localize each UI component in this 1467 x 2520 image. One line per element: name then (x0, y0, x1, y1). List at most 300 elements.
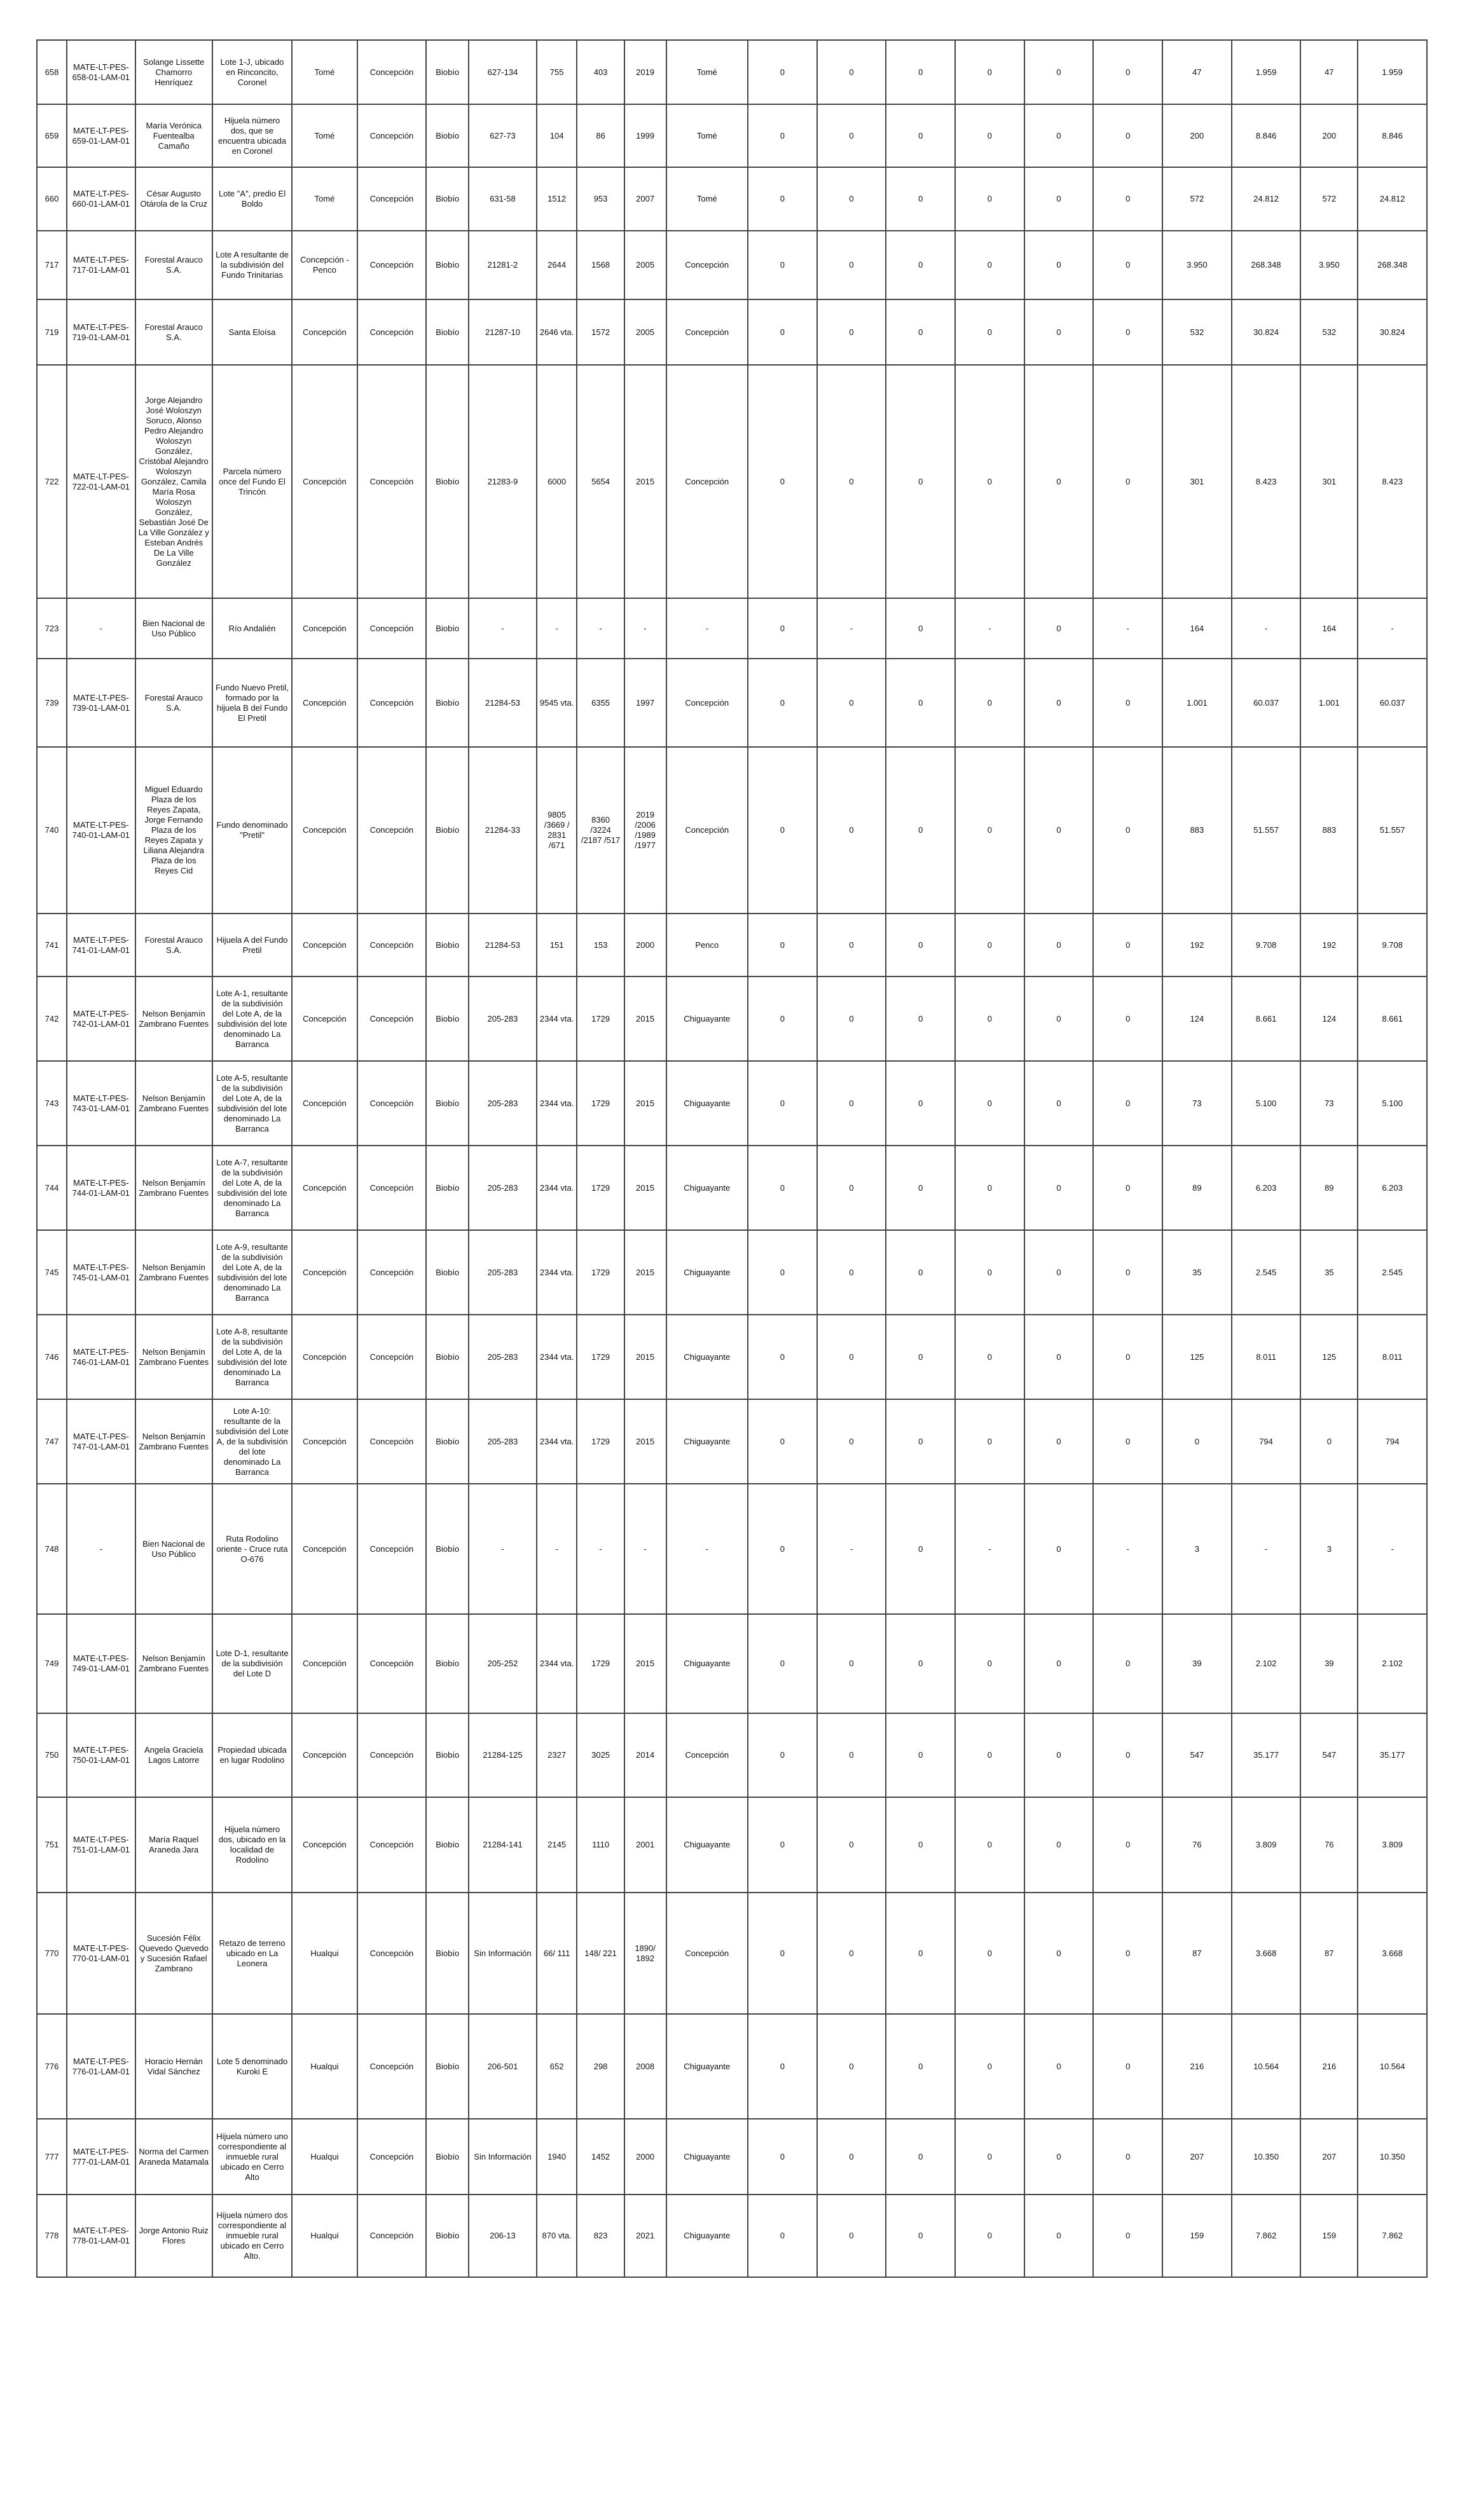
table-cell: 0 (817, 2119, 886, 2195)
table-row (37, 1797, 1427, 1893)
table-cell: 0 (886, 299, 955, 365)
table-cell: Biobío (426, 598, 469, 659)
table-cell: 2014 (624, 1713, 666, 1797)
table-cell: Biobío (426, 1713, 469, 1797)
table-cell: 73 (1300, 1061, 1358, 1146)
table-cell: Concepción (292, 1614, 357, 1713)
table-cell: 1729 (577, 976, 624, 1061)
table-cell: 206-13 (469, 2195, 537, 2277)
table-cell: 0 (748, 1399, 817, 1484)
table-cell: Concepción (292, 976, 357, 1061)
table-cell: 953 (577, 167, 624, 231)
table-cell: MATE-LT-PES-776-01-LAM-01 (67, 2014, 135, 2119)
table-cell: Concepción (292, 365, 357, 598)
table-cell: 0 (817, 1614, 886, 1713)
table-cell: - (577, 1484, 624, 1614)
table-cell: 2015 (624, 1061, 666, 1146)
table-cell: 51.557 (1358, 747, 1427, 914)
table-cell: 60.037 (1232, 659, 1301, 747)
table-cell: 205-252 (469, 1614, 537, 1713)
table-cell: 1.959 (1358, 40, 1427, 104)
table-cell: 0 (1024, 1484, 1094, 1614)
table-cell: Nelson Benjamín Zambrano Fuentes (135, 1230, 212, 1315)
table-cell: Horacio Hernán Vidal Sánchez (135, 2014, 212, 2119)
table-cell: 0 (748, 365, 817, 598)
table-cell: 0 (1093, 1230, 1162, 1315)
table-cell: 207 (1300, 2119, 1358, 2195)
table-cell: 21284-141 (469, 1797, 537, 1893)
table-cell: Santa Eloísa (212, 299, 292, 365)
table-cell: 747 (37, 1399, 67, 1484)
table-cell: 631-58 (469, 167, 537, 231)
table-cell: Concepción (666, 747, 748, 914)
table-cell: 403 (577, 40, 624, 104)
table-cell: MATE-LT-PES-778-01-LAM-01 (67, 2195, 135, 2277)
table-cell: 216 (1162, 2014, 1232, 2119)
table-cell: 0 (817, 976, 886, 1061)
table-cell: 51.557 (1232, 747, 1301, 914)
table-cell: 0 (955, 365, 1024, 598)
table-cell: - (1358, 598, 1427, 659)
table-cell: Lote A-10: resultante de la subdivisión del Lote A, de la subdivisión del lote denominado La Barranca (212, 1399, 292, 1484)
table-cell: 66/ 111 (537, 1893, 577, 2014)
table-cell: 0 (748, 1230, 817, 1315)
table-row (37, 365, 1427, 598)
table-cell: Concepción (666, 365, 748, 598)
table-cell: 0 (886, 1061, 955, 1146)
table-cell: 10.350 (1232, 2119, 1301, 2195)
table-cell: Sucesión Félix Quevedo Quevedo y Sucesión Rafael Zambrano (135, 1893, 212, 2014)
table-cell: 9545 vta. (537, 659, 577, 747)
table-cell: 2327 (537, 1713, 577, 1797)
table-cell: 532 (1300, 299, 1358, 365)
table-cell: 0 (886, 1797, 955, 1893)
table-cell: Jorge Alejandro José Woloszyn Soruco, Alonso Pedro Alejandro Woloszyn González, Cristóbal Alejandro Woloszyn González, Camila María Rosa Woloszyn González, Sebastián José De La Ville González y Esteban Andrés De La Ville González (135, 365, 212, 598)
table-cell: 2145 (537, 1797, 577, 1893)
table-cell: 719 (37, 299, 67, 365)
table-cell: - (67, 1484, 135, 1614)
table-cell: 0 (1024, 231, 1094, 299)
table-cell: Sin Información (469, 2119, 537, 2195)
table-cell: 1890/ 1892 (624, 1893, 666, 2014)
table-cell: 2019 (624, 40, 666, 104)
table-cell: 0 (1024, 1797, 1094, 1893)
table-cell: Biobío (426, 167, 469, 231)
table-cell: Lote "A", predio El Boldo (212, 167, 292, 231)
table-cell: Nelson Benjamín Zambrano Fuentes (135, 1399, 212, 1484)
table-cell: Biobío (426, 1061, 469, 1146)
table-cell: 10.350 (1358, 2119, 1427, 2195)
table-cell: Chiguayante (666, 1146, 748, 1230)
table-cell: 0 (955, 914, 1024, 976)
table-cell: Chiguayante (666, 2119, 748, 2195)
table-row (37, 2119, 1427, 2195)
table-cell: MATE-LT-PES-745-01-LAM-01 (67, 1230, 135, 1315)
table-cell: 0 (886, 1713, 955, 1797)
table-cell: 3.950 (1162, 231, 1232, 299)
table-cell: 0 (817, 40, 886, 104)
table-cell: 0 (817, 299, 886, 365)
table-cell: 3.668 (1232, 1893, 1301, 2014)
table-cell: María Verónica Fuentealba Camaño (135, 104, 212, 167)
table-cell: MATE-LT-PES-770-01-LAM-01 (67, 1893, 135, 2014)
table-cell: Concepción (292, 1797, 357, 1893)
table-cell: Bien Nacional de Uso Público (135, 1484, 212, 1614)
table-cell: Forestal Arauco S.A. (135, 299, 212, 365)
table-cell: 35.177 (1358, 1713, 1427, 1797)
table-cell: 0 (1093, 914, 1162, 976)
table-cell: Hualqui (292, 2014, 357, 2119)
table-cell: 8.846 (1232, 104, 1301, 167)
table-cell: 2015 (624, 1399, 666, 1484)
table-cell: MATE-LT-PES-739-01-LAM-01 (67, 659, 135, 747)
table-cell: Concepción (357, 1230, 427, 1315)
table-cell: MATE-LT-PES-742-01-LAM-01 (67, 976, 135, 1061)
table-cell: 125 (1300, 1315, 1358, 1399)
table-cell: 5.100 (1358, 1061, 1427, 1146)
table-cell: Chiguayante (666, 1315, 748, 1399)
table-cell: 0 (1093, 2119, 1162, 2195)
table-cell: 0 (817, 2014, 886, 2119)
table-cell: 2001 (624, 1797, 666, 1893)
table-cell: 159 (1162, 2195, 1232, 2277)
table-cell: 750 (37, 1713, 67, 1797)
table-cell: 0 (955, 1061, 1024, 1146)
table-cell: 21284-33 (469, 747, 537, 914)
table-cell: Concepción (292, 299, 357, 365)
table-cell: 21284-53 (469, 659, 537, 747)
table-cell: MATE-LT-PES-744-01-LAM-01 (67, 1146, 135, 1230)
table-cell: 76 (1300, 1797, 1358, 1893)
table-cell: Biobío (426, 1230, 469, 1315)
table-cell: 0 (1093, 1061, 1162, 1146)
table-cell: 572 (1300, 167, 1358, 231)
table-cell: 35 (1162, 1230, 1232, 1315)
table-cell: Nelson Benjamín Zambrano Fuentes (135, 1146, 212, 1230)
table-cell: 0 (1093, 231, 1162, 299)
table-cell: María Raquel Araneda Jara (135, 1797, 212, 1893)
table-cell: Forestal Arauco S.A. (135, 231, 212, 299)
table-cell: Tomé (666, 104, 748, 167)
table-cell: 3.809 (1358, 1797, 1427, 1893)
table-row (37, 2014, 1427, 2119)
table-cell: Biobío (426, 1893, 469, 2014)
table-cell: 8.011 (1232, 1315, 1301, 1399)
table-cell: Concepción (357, 1146, 427, 1230)
table-cell: Lote A-8, resultante de la subdivisión del Lote A, de la subdivisión del lote denominado La Barranca (212, 1315, 292, 1399)
table-cell: 0 (886, 2014, 955, 2119)
table-cell: MATE-LT-PES-743-01-LAM-01 (67, 1061, 135, 1146)
table-cell: 0 (817, 1146, 886, 1230)
table-cell: César Augusto Otárola de la Cruz (135, 167, 212, 231)
table-cell: 0 (886, 976, 955, 1061)
table-cell: 205-283 (469, 976, 537, 1061)
table-cell: MATE-LT-PES-717-01-LAM-01 (67, 231, 135, 299)
table-cell: 0 (817, 1315, 886, 1399)
table-cell: 6.203 (1232, 1146, 1301, 1230)
table-cell: 8.011 (1358, 1315, 1427, 1399)
table-cell: Biobío (426, 1614, 469, 1713)
table-cell: - (955, 598, 1024, 659)
table-cell: 0 (1300, 1399, 1358, 1484)
table-cell: Biobío (426, 1399, 469, 1484)
table-cell: 0 (1093, 976, 1162, 1061)
table-cell: 652 (537, 2014, 577, 2119)
table-cell: 0 (955, 659, 1024, 747)
table-cell: 8360 /3224 /2187 /517 (577, 747, 624, 914)
table-cell: 0 (886, 1315, 955, 1399)
table-cell: Biobío (426, 2119, 469, 2195)
table-cell: Biobío (426, 659, 469, 747)
table-cell: Jorge Antonio Ruiz Flores (135, 2195, 212, 2277)
table-cell: 717 (37, 231, 67, 299)
table-cell: 0 (886, 747, 955, 914)
table-cell: 0 (886, 914, 955, 976)
table-cell: 125 (1162, 1315, 1232, 1399)
table-cell: Miguel Eduardo Plaza de los Reyes Zapata, Jorge Fernando Plaza de los Reyes Zapata y Liliana Alejandra Plaza de los Reyes Cid (135, 747, 212, 914)
table-cell: 0 (1093, 1797, 1162, 1893)
table-cell: 2007 (624, 167, 666, 231)
table-cell: 0 (1093, 40, 1162, 104)
table-body (37, 40, 1427, 2277)
table-cell: Ruta Rodolino oriente - Cruce ruta O-676 (212, 1484, 292, 1614)
table-cell: 0 (748, 1315, 817, 1399)
table-cell: 0 (955, 231, 1024, 299)
table-cell: Concepción (357, 914, 427, 976)
table-cell: Concepción (292, 1061, 357, 1146)
table-cell: 151 (537, 914, 577, 976)
table-cell: 0 (886, 1146, 955, 1230)
table-cell: Concepción (357, 598, 427, 659)
table-cell: Concepción (666, 299, 748, 365)
table-cell: 87 (1300, 1893, 1358, 2014)
table-cell: - (1358, 1484, 1427, 1614)
table-cell: Sin Información (469, 1893, 537, 2014)
table-cell: 2646 vta. (537, 299, 577, 365)
table-cell: - (666, 1484, 748, 1614)
table-cell: 0 (1024, 1399, 1094, 1484)
table-cell: 2344 vta. (537, 1230, 577, 1315)
table-cell: Hijuela número uno correspondiente al inmueble rural ubicado en Cerro Alto (212, 2119, 292, 2195)
table-cell: Concepción (357, 659, 427, 747)
table-cell: Concepción (357, 1614, 427, 1713)
table-row (37, 1146, 1427, 1230)
table-cell: Chiguayante (666, 1614, 748, 1713)
table-cell: 0 (955, 1797, 1024, 1893)
table-cell: Biobío (426, 1797, 469, 1893)
table-cell: Hualqui (292, 2195, 357, 2277)
table-cell: Angela Graciela Lagos Latorre (135, 1713, 212, 1797)
table-cell: 723 (37, 598, 67, 659)
table-cell: 1999 (624, 104, 666, 167)
table-cell: - (1232, 598, 1301, 659)
table-cell: Concepción (357, 40, 427, 104)
table-cell: 740 (37, 747, 67, 914)
table-cell: 3025 (577, 1713, 624, 1797)
table-cell: Forestal Arauco S.A. (135, 659, 212, 747)
table-cell: Biobío (426, 2195, 469, 2277)
table-cell: 2015 (624, 976, 666, 1061)
table-cell: 2344 vta. (537, 1315, 577, 1399)
table-cell: 164 (1162, 598, 1232, 659)
table-cell: 755 (537, 40, 577, 104)
table-cell: - (469, 1484, 537, 1614)
table-cell: MATE-LT-PES-658-01-LAM-01 (67, 40, 135, 104)
table-cell: 2015 (624, 365, 666, 598)
table-cell: MATE-LT-PES-751-01-LAM-01 (67, 1797, 135, 1893)
table-cell: Lote A-1, resultante de la subdivisión del Lote A, de la subdivisión del lote denominado La Barranca (212, 976, 292, 1061)
table-cell: 2344 vta. (537, 1399, 577, 1484)
table-cell: MATE-LT-PES-746-01-LAM-01 (67, 1315, 135, 1399)
table-cell: 1512 (537, 167, 577, 231)
table-cell: 0 (1093, 1893, 1162, 2014)
table-row (37, 167, 1427, 231)
table-cell: 0 (955, 104, 1024, 167)
table-cell: 883 (1162, 747, 1232, 914)
table-cell: 0 (748, 167, 817, 231)
table-cell: Tomé (666, 40, 748, 104)
table-cell: 776 (37, 2014, 67, 2119)
table-cell: - (817, 598, 886, 659)
table-cell: Concepción (357, 2119, 427, 2195)
table-cell: 0 (1093, 1713, 1162, 1797)
table-cell: Tomé (666, 167, 748, 231)
table-cell: 205-283 (469, 1061, 537, 1146)
table-cell: 0 (955, 1315, 1024, 1399)
table-row (37, 1399, 1427, 1484)
table-cell: 883 (1300, 747, 1358, 914)
table-cell: 8.846 (1358, 104, 1427, 167)
table-cell: 749 (37, 1614, 67, 1713)
table-cell: 0 (748, 104, 817, 167)
table-cell: 2015 (624, 1614, 666, 1713)
table-cell: 0 (817, 914, 886, 976)
table-cell: 2019 /2006 /1989 /1977 (624, 747, 666, 914)
table-cell: 0 (886, 1614, 955, 1713)
table-cell: Concepción (357, 1713, 427, 1797)
table-cell: 6.203 (1358, 1146, 1427, 1230)
table-cell: 10.564 (1358, 2014, 1427, 2119)
table-cell: 748 (37, 1484, 67, 1614)
table-cell: - (577, 598, 624, 659)
table-cell: 547 (1300, 1713, 1358, 1797)
table-cell: 794 (1232, 1399, 1301, 1484)
table-cell: 3.809 (1232, 1797, 1301, 1893)
table-cell: - (67, 598, 135, 659)
table-cell: 2.102 (1232, 1614, 1301, 1713)
table-row (37, 104, 1427, 167)
table-cell: 192 (1300, 914, 1358, 976)
table-row (37, 914, 1427, 976)
table-cell: 0 (1024, 1315, 1094, 1399)
table-cell: 301 (1162, 365, 1232, 598)
table-cell: 205-283 (469, 1230, 537, 1315)
table-cell: 200 (1300, 104, 1358, 167)
table-cell: Biobío (426, 1146, 469, 1230)
table-row (37, 659, 1427, 747)
table-cell: 745 (37, 1230, 67, 1315)
table-cell: Lote D-1, resultante de la subdivisión del Lote D (212, 1614, 292, 1713)
table-cell: 0 (817, 1399, 886, 1484)
table-cell: 0 (955, 1614, 1024, 1713)
table-cell: 6355 (577, 659, 624, 747)
table-cell: 0 (748, 2119, 817, 2195)
table-cell: 0 (955, 167, 1024, 231)
table-cell: 1729 (577, 1146, 624, 1230)
table-cell: 2000 (624, 2119, 666, 2195)
table-cell: Biobío (426, 40, 469, 104)
table-cell: 9805 /3669 / 2831 /671 (537, 747, 577, 914)
table-cell: 200 (1162, 104, 1232, 167)
table-cell: Biobío (426, 365, 469, 598)
table-cell: Biobío (426, 2014, 469, 2119)
table-cell: Biobío (426, 104, 469, 167)
table-cell: Forestal Arauco S.A. (135, 914, 212, 976)
table-cell: 21287-10 (469, 299, 537, 365)
table-cell: 0 (748, 1061, 817, 1146)
table-cell: 39 (1300, 1614, 1358, 1713)
table-cell: 0 (1093, 659, 1162, 747)
table-cell: 205-283 (469, 1399, 537, 1484)
table-cell: 89 (1162, 1146, 1232, 1230)
table-cell: 35 (1300, 1230, 1358, 1315)
table-cell: 0 (886, 659, 955, 747)
table-cell: 153 (577, 914, 624, 976)
table-row (37, 1614, 1427, 1713)
table-cell: 0 (886, 1399, 955, 1484)
table-cell: 124 (1300, 976, 1358, 1061)
table-cell: 0 (748, 747, 817, 914)
table-cell: 0 (817, 659, 886, 747)
table-cell: 0 (1093, 1614, 1162, 1713)
table-cell: 0 (1093, 1399, 1162, 1484)
table-cell: Concepción (357, 1893, 427, 2014)
table-cell: 777 (37, 2119, 67, 2195)
table-cell: 0 (1024, 1614, 1094, 1713)
table-cell: 0 (1024, 1713, 1094, 1797)
table-cell: Hijuela número dos correspondiente al inmueble rural ubicado en Cerro Alto. (212, 2195, 292, 2277)
table-row (37, 1061, 1427, 1146)
table-cell: 8.661 (1232, 976, 1301, 1061)
table-cell: 1940 (537, 2119, 577, 2195)
table-cell: 0 (1093, 167, 1162, 231)
table-cell: Solange Lissette Chamorro Henríquez (135, 40, 212, 104)
table-cell: 9.708 (1358, 914, 1427, 976)
table-cell: 0 (955, 1230, 1024, 1315)
table-cell: 73 (1162, 1061, 1232, 1146)
table-cell: 0 (1024, 1061, 1094, 1146)
table-cell: Biobío (426, 299, 469, 365)
table-cell: Concepción (357, 1797, 427, 1893)
table-cell: Lote A-9, resultante de la subdivisión del Lote A, de la subdivisión del lote denominado La Barranca (212, 1230, 292, 1315)
table-cell: Concepción (357, 299, 427, 365)
table-cell: Concepción (292, 1713, 357, 1797)
table-cell: Nelson Benjamín Zambrano Fuentes (135, 976, 212, 1061)
table-cell: Hijuela A del Fundo Pretil (212, 914, 292, 976)
table-cell: 2644 (537, 231, 577, 299)
table-cell: 2344 vta. (537, 1614, 577, 1713)
table-cell: 0 (817, 1713, 886, 1797)
table-cell: - (1232, 1484, 1301, 1614)
table-cell: 0 (817, 2195, 886, 2277)
table-cell: 0 (817, 1061, 886, 1146)
table-cell: 0 (817, 1797, 886, 1893)
table-cell: Biobío (426, 747, 469, 914)
table-cell: 2005 (624, 299, 666, 365)
table-cell: MATE-LT-PES-750-01-LAM-01 (67, 1713, 135, 1797)
table-cell: Chiguayante (666, 1797, 748, 1893)
table-cell: Fundo denominado "Pretil" (212, 747, 292, 914)
